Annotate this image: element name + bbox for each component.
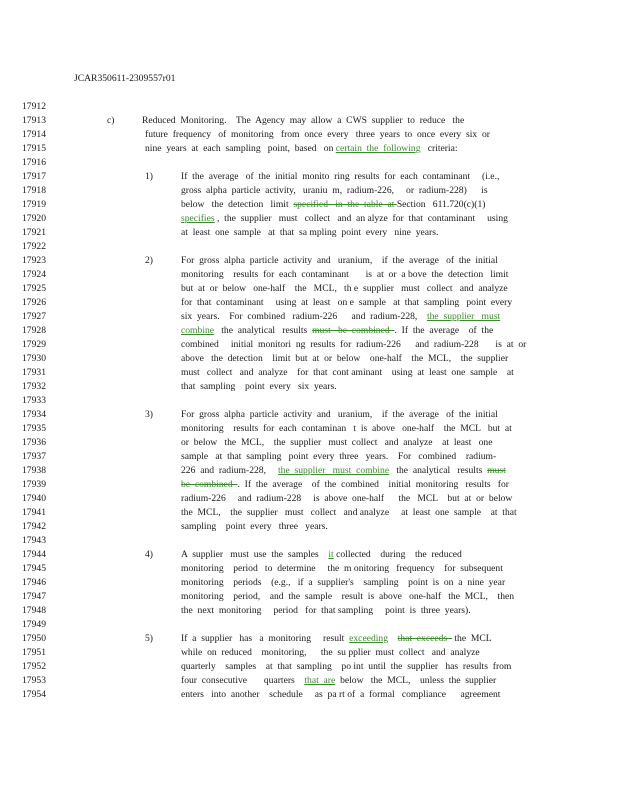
item-text: If the average of the initial monito ring results for each contaminant (i.e., bbox=[181, 171, 500, 182]
line-number: 17914 bbox=[22, 129, 46, 140]
text-run: . If the average of the combined initial monitoring results for bbox=[237, 479, 509, 490]
line-number: 17944 bbox=[22, 549, 46, 560]
deleted-text: specified in the table at bbox=[293, 199, 397, 210]
inserted-text: exceeding bbox=[349, 633, 389, 644]
inserted-text: combine bbox=[181, 325, 215, 336]
line-number: 17954 bbox=[22, 689, 46, 700]
item-2-line bbox=[0, 282, 618, 296]
item-text: but at or below one-half the MCL, th e supplier must collect and analyze bbox=[181, 283, 508, 294]
item-4-line bbox=[0, 590, 618, 604]
item-3-line bbox=[0, 464, 618, 478]
item-4-line bbox=[0, 562, 618, 576]
section-c-line bbox=[0, 114, 618, 128]
item-text bbox=[181, 548, 462, 562]
item-text: monitoring period to determine the m onitoring frequency for subsequent bbox=[181, 563, 503, 574]
line-number: 17920 bbox=[22, 213, 46, 224]
item-5-line bbox=[0, 674, 618, 688]
line-number: 17940 bbox=[22, 493, 46, 504]
item-2-line bbox=[0, 366, 618, 380]
line-number: 17943 bbox=[22, 535, 46, 546]
item-text: sample at that sampling point every three years. For combined radium- bbox=[181, 451, 497, 462]
text-run: nine years at each sampling point, based on bbox=[145, 143, 336, 154]
item-text: For gross alpha particle activity and uranium, if the average of the initial bbox=[181, 409, 498, 420]
line-number: 17921 bbox=[22, 227, 46, 238]
item-text: at least one sample at that sa mpling point every nine years. bbox=[181, 227, 439, 238]
line-number: 17953 bbox=[22, 675, 46, 686]
item-text: radium-226 and radium-228 is above one-half the MCL but at or below bbox=[181, 493, 513, 504]
line-number: 17912 bbox=[22, 101, 46, 112]
inserted-text: specifies bbox=[181, 213, 215, 224]
text-run: below the MCL, unless the supplier bbox=[335, 675, 497, 686]
item-3-line bbox=[0, 422, 618, 436]
item-text bbox=[181, 478, 509, 492]
item-1-line bbox=[0, 212, 618, 226]
item-text: the MCL, the supplier must collect and analyze at least one sample at that bbox=[181, 507, 517, 518]
section-text: future frequency of monitoring from once every three years to once every six or bbox=[145, 129, 490, 140]
line-number: 17951 bbox=[22, 647, 46, 658]
item-2-line bbox=[0, 380, 618, 394]
line-number: 17926 bbox=[22, 297, 46, 308]
line-number: 17950 bbox=[22, 633, 46, 644]
line-number: 17918 bbox=[22, 185, 46, 196]
item-text bbox=[181, 674, 496, 688]
item-text: or below the MCL, the supplier must collect and analyze at least one bbox=[181, 437, 493, 448]
line-number: 17942 bbox=[22, 521, 46, 532]
line-number: 17913 bbox=[22, 115, 46, 126]
line-number: 17923 bbox=[22, 255, 46, 266]
line-number: 17915 bbox=[22, 143, 46, 154]
item-text: quarterly samples at that sampling po int until the supplier has results from bbox=[181, 661, 512, 672]
text-run: four consecutive quarters bbox=[181, 675, 305, 686]
inserted-text: the following bbox=[361, 143, 421, 154]
item-1-line bbox=[0, 226, 618, 240]
line-number: 17936 bbox=[22, 437, 46, 448]
text-run: six years. For combined radium-226 and radium-228, bbox=[181, 311, 427, 322]
item-text: combined initial monitori ng results for radium-226 and radium-228 is at or bbox=[181, 339, 527, 350]
item-2-line bbox=[0, 296, 618, 310]
item-text: for that contaminant using at least on e sample at that sampling point every bbox=[181, 297, 513, 308]
item-text: enters into another schedule as pa rt of a formal compliance agreement bbox=[181, 689, 501, 700]
text-run: A supplier must use the samples bbox=[181, 549, 329, 560]
line-number: 17924 bbox=[22, 269, 46, 280]
item-text: must collect and analyze for that cont aminant using at least one sample at bbox=[181, 367, 514, 378]
section-c-line bbox=[0, 142, 618, 156]
text-run: If a supplier has a monitoring result bbox=[181, 633, 350, 644]
inserted-text: the supplier must combine bbox=[278, 465, 390, 476]
item-text bbox=[181, 632, 492, 646]
item-text bbox=[181, 212, 508, 226]
item-3-line bbox=[0, 520, 618, 534]
item-text bbox=[181, 324, 493, 338]
item-marker: 5) bbox=[145, 633, 153, 644]
line-number: 17938 bbox=[22, 465, 46, 476]
text-run: collected during the reduced bbox=[333, 549, 462, 560]
inserted-text: certain bbox=[335, 143, 362, 154]
line-number: 17931 bbox=[22, 367, 46, 378]
deleted-text: that exceeds bbox=[397, 633, 452, 644]
item-1-line bbox=[0, 170, 618, 184]
line-number: 17934 bbox=[22, 409, 46, 420]
item-3-line bbox=[0, 450, 618, 464]
line-number: 17928 bbox=[22, 325, 46, 336]
item-text: while on reduced monitoring, the su pplier must collect and analyze bbox=[181, 647, 480, 658]
item-5-line bbox=[0, 688, 618, 702]
line-number: 17925 bbox=[22, 283, 46, 294]
text-run: 226 and radium-228, bbox=[181, 465, 278, 476]
item-3-line bbox=[0, 436, 618, 450]
inserted-text: the supplier must bbox=[426, 311, 501, 322]
line-number: 17932 bbox=[22, 381, 46, 392]
item-text: above the detection limit but at or below one-half the MCL, the supplier bbox=[181, 353, 509, 364]
item-2-line bbox=[0, 254, 618, 268]
text-run: Section 611.720(c)(1) bbox=[396, 199, 486, 210]
item-text: monitoring period, and the sample result is above one-half the MCL, then bbox=[181, 591, 515, 602]
line-number: 17952 bbox=[22, 661, 46, 672]
item-1-line bbox=[0, 184, 618, 198]
item-2-line bbox=[0, 268, 618, 282]
text-run: criteria: bbox=[420, 143, 458, 154]
line-number: 17917 bbox=[22, 171, 46, 182]
document-body bbox=[0, 100, 618, 702]
line-number: 17937 bbox=[22, 451, 46, 462]
item-text: monitoring results for each contaminan t is above one-half the MCL but at bbox=[181, 423, 512, 434]
item-marker: 4) bbox=[145, 549, 153, 560]
item-5-line bbox=[0, 646, 618, 660]
line-number: 17946 bbox=[22, 577, 46, 588]
section-marker: c) bbox=[107, 115, 115, 126]
text-run: the analytical results bbox=[214, 325, 313, 336]
line-number: 17935 bbox=[22, 423, 46, 434]
item-3-line bbox=[0, 478, 618, 492]
item-4-line bbox=[0, 576, 618, 590]
item-2-line bbox=[0, 352, 618, 366]
text-run: the analytical results bbox=[389, 465, 488, 476]
line-number: 17916 bbox=[22, 157, 46, 168]
item-text: For gross alpha particle activity and uranium, if the average of the initial bbox=[181, 255, 498, 266]
section-c-line bbox=[0, 128, 618, 142]
deleted-text: must bbox=[487, 465, 506, 476]
inserted-text: that are bbox=[304, 675, 336, 686]
line-number: 17948 bbox=[22, 605, 46, 616]
item-2-line bbox=[0, 310, 618, 324]
item-text: gross alpha particle activity, uraniu m, radium-226, or radium-228) is bbox=[181, 185, 488, 196]
line-number: 17947 bbox=[22, 591, 46, 602]
deleted-text: be combined bbox=[181, 479, 238, 490]
item-1-line bbox=[0, 198, 618, 212]
line-number: 17929 bbox=[22, 339, 46, 350]
item-text bbox=[181, 310, 500, 324]
line-number: 17933 bbox=[22, 395, 46, 406]
text-run: . If the average of the bbox=[394, 325, 494, 336]
item-text bbox=[181, 464, 506, 478]
line-number: 17945 bbox=[22, 563, 46, 574]
item-text: monitoring results for each contaminant is at or a bove the detection limit bbox=[181, 269, 509, 280]
line-number: 17930 bbox=[22, 353, 46, 364]
section-text: Reduced Monitoring. The Agency may allow a CWS supplier to reduce the bbox=[142, 115, 465, 126]
item-3-line bbox=[0, 506, 618, 520]
text-run: , the supplier must collect and an alyze for that contaminant using bbox=[214, 213, 508, 224]
item-text: sampling point every three years. bbox=[181, 521, 328, 532]
item-marker: 2) bbox=[145, 255, 153, 266]
item-text bbox=[181, 198, 485, 212]
line-number: 17922 bbox=[22, 241, 46, 252]
line-number: 17939 bbox=[22, 479, 46, 490]
item-marker: 1) bbox=[145, 171, 153, 182]
item-marker: 3) bbox=[145, 409, 153, 420]
item-5-line bbox=[0, 632, 618, 646]
item-2-line bbox=[0, 324, 618, 338]
document-id: JCAR350611-2309557r01 bbox=[74, 73, 176, 84]
item-3-line bbox=[0, 408, 618, 422]
line-number: 17941 bbox=[22, 507, 46, 518]
text-run bbox=[388, 633, 398, 644]
item-4-line bbox=[0, 548, 618, 562]
item-5-line bbox=[0, 660, 618, 674]
item-3-line bbox=[0, 492, 618, 506]
line-number: 17919 bbox=[22, 199, 46, 210]
text-run: below the detection limit bbox=[181, 199, 294, 210]
deleted-text: must be combined bbox=[312, 325, 395, 336]
section-text bbox=[145, 142, 458, 156]
line-number: 17927 bbox=[22, 311, 46, 322]
item-4-line bbox=[0, 604, 618, 618]
line-number: 17949 bbox=[22, 619, 46, 630]
inserted-text: it bbox=[328, 549, 334, 560]
item-text: monitoring periods (e.g., if a supplier's sampling point is on a nine year bbox=[181, 577, 506, 588]
text-run: the MCL bbox=[451, 633, 492, 644]
item-text: the next monitoring period for that sampling point is three years). bbox=[181, 605, 471, 616]
item-text: that sampling point every six years. bbox=[181, 381, 337, 392]
item-2-line bbox=[0, 338, 618, 352]
